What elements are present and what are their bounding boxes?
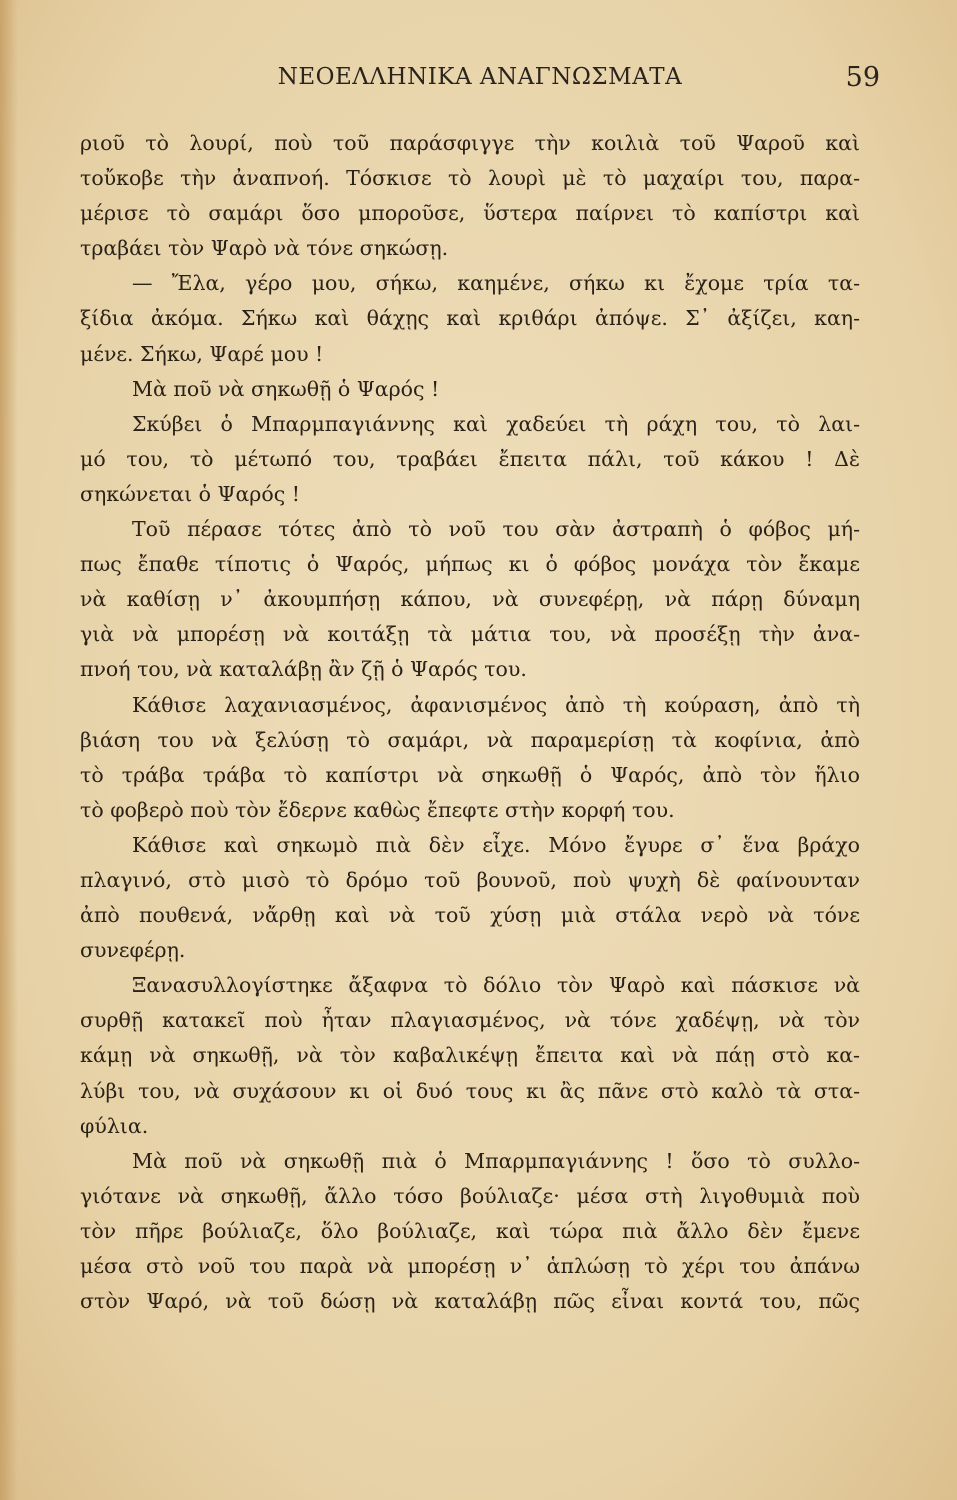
text-line: Μὰ ποῦ νὰ σηκωθῇ πιὰ ὁ Μπαρμπαγιάννης ! ὅσο τὸ συλλο-	[132, 1148, 860, 1173]
text-line: συνεφέρῃ.	[80, 938, 186, 963]
text-line: μό του, τὸ μέτωπό του, τραβάει ἔπειτα πάλι, τοῦ κάκου ! Δὲ	[80, 446, 860, 471]
text-line: Τοῦ πέρασε τότες ἀπὸ τὸ νοῦ του σὰν ἀστραπὴ ὁ φόβος μή-	[132, 517, 860, 542]
text-line: τὸ φοβερὸ ποὺ τὸν ἔδερνε καθὼς ἔπεφτε στὴν κορφή του.	[80, 797, 675, 822]
text-line: φύλια.	[80, 1113, 149, 1138]
text-line: κάμῃ νὰ σηκωθῇ, νὰ τὸν καβαλικέψῃ ἔπειτα καὶ νὰ πάῃ στὸ κα-	[80, 1043, 860, 1068]
page-header	[80, 62, 880, 102]
text-line: πνοή του, νὰ καταλάβῃ ἂν ζῇ ὁ Ψαρός του.	[80, 657, 527, 682]
body-text	[80, 126, 860, 1319]
text-line: στὸν Ψαρό, νὰ τοῦ δώσῃ νὰ καταλάβῃ πῶς εἶναι κοντά του, πῶς	[80, 1289, 860, 1314]
text-line: Ξανασυλλογίστηκε ἄξαφνα τὸ δόλιο τὸν Ψαρὸ καὶ πάσκισε νὰ	[132, 973, 860, 998]
text-line: ἀπὸ πουθενά, νἄρθῃ καὶ νὰ τοῦ χύσῃ μιὰ στάλα νερὸ νὰ τόνε	[80, 903, 860, 928]
text-line: μένε. Σήκω, Ψαρέ μου !	[80, 341, 324, 366]
text-line: πως ἔπαθε τίποτις ὁ Ψαρός, μήπως κι ὁ φόβος μονάχα τὸν ἔκαμε	[80, 552, 860, 577]
text-line: γιὰ νὰ μπορέσῃ νὰ κοιτάξῃ τὰ μάτια του, νὰ προσέξῃ τὴν ἀνα-	[80, 622, 860, 647]
text-line: τὸν πῆρε βούλιαζε, ὅλο βούλιαζε, καὶ τώρα πιὰ ἄλλο δὲν ἔμενε	[80, 1218, 860, 1243]
text-line: τὸ τράβα τράβα τὸ καπίστρι νὰ σηκωθῇ ὁ Ψαρός, ἀπὸ τὸν ἥλιο	[80, 762, 860, 787]
text-line: Κάθισε λαχανιασμένος, ἀφανισμένος ἀπὸ τὴ κούραση, ἀπὸ τὴ	[132, 692, 860, 717]
text-line: ξίδια ἀκόμα. Σήκω καὶ θάχῃς καὶ κριθάρι ἀπόψε. Σ᾿ ἀξίζει, καη-	[80, 306, 860, 331]
text-line: Σκύβει ὁ Μπαρμπαγιάννης καὶ χαδεύει τὴ ράχη του, τὸ λαι-	[132, 411, 860, 436]
text-line: νὰ καθίσῃ ν᾿ ἀκουμπήσῃ κάπου, νὰ συνεφέρῃ, νὰ πάρῃ δύναμη	[80, 587, 860, 612]
text-line: — Ἔλα, γέρο μου, σήκω, καημένε, σήκω κι ἔχομε τρία τα-	[132, 271, 860, 296]
text-line: ριοῦ τὸ λουρί, ποὺ τοῦ παράσφιγγε τὴν κοιλιὰ τοῦ Ψαροῦ καὶ	[80, 131, 860, 155]
text-line: συρθῇ κατακεῖ ποὺ ἦταν πλαγιασμένος, νὰ τόνε χαδέψῃ, νὰ τὸν	[80, 1008, 860, 1033]
text-line: μέσα στὸ νοῦ του παρὰ νὰ μπορέσῃ ν᾿ ἁπλώσῃ τὸ χέρι του ἀπάνω	[80, 1254, 860, 1278]
text-line: βιάση του νὰ ξελύσῃ τὸ σαμάρι, νὰ παραμερίσῃ τὰ κοφίνια, ἀπὸ	[80, 727, 860, 752]
text-line: γιότανε νὰ σηκωθῇ, ἄλλο τόσο βούλιαζε· μέσα στὴ λιγοθυμιὰ ποὺ	[80, 1183, 860, 1208]
text-line: μέρισε τὸ σαμάρι ὅσο μποροῦσε, ὕστερα παίρνει τὸ καπίστρι καὶ	[80, 201, 860, 226]
text-line: Κάθισε καὶ σηκωμὸ πιὰ δὲν εἶχε. Μόνο ἔγυρε σ᾿ ἕνα βράχο	[132, 832, 860, 857]
text-line: πλαγινό, στὸ μισὸ τὸ δρόμο τοῦ βουνοῦ, ποὺ ψυχὴ δὲ φαίνουνταν	[80, 867, 860, 892]
text-line: τραβάει τὸν Ψαρὸ νὰ τόνε σηκώσῃ.	[80, 236, 449, 261]
page-number: 59	[845, 62, 880, 93]
page-edge-shadow	[0, 0, 18, 1500]
text-line: σηκώνεται ὁ Ψαρός !	[80, 481, 300, 506]
text-line: τοὔκοβε τὴν ἀναπνοή. Τόσκισε τὸ λουρὶ μὲ τὸ μαχαίρι του, παρα-	[80, 166, 860, 191]
text-line: λύβι του, νὰ συχάσουν κι οἱ δυό τους κι ἂς πᾶνε στὸ καλὸ τὰ στα-	[80, 1078, 860, 1103]
text-line: Μὰ ποῦ νὰ σηκωθῇ ὁ Ψαρός !	[132, 376, 440, 401]
running-head: ΝΕΟΕΛΛΗΝΙΚΑ ΑΝΑΓΝΩΣΜΑΤΑ	[277, 64, 683, 90]
